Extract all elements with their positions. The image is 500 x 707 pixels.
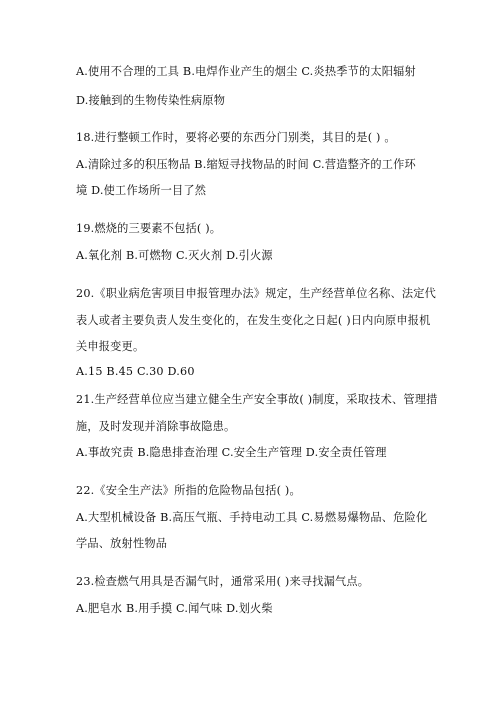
q18-stem: 18.进行整顿工作时，要将必要的东西分门别类，其目的是( ) 。 (76, 131, 396, 144)
q20-stem-line-2: 表人或者主要负责人发生变化的，在发生变化之日起( )日内向原申报机 (76, 314, 431, 327)
q18-options-line-1: A.清除过多的积压物品 B.缩短寻找物品的时间 C.营造整齐的工作环 (76, 158, 416, 171)
q21-options: A.事故究责 B.隐患排查治理 C.安全生产管理 D.安全责任管理 (76, 446, 387, 459)
q20-stem-line-3: 关申报变更。 (76, 340, 145, 353)
q17-options-line-2: D.接触到的生物传染性病原物 (76, 94, 226, 107)
q19-options: A.氧化剂 B.可燃物 C.灭火剂 D.引火源 (76, 249, 273, 262)
q23-stem: 23.检查燃气用具是否漏气时，通常采用( )来寻找漏气点。 (76, 575, 370, 588)
q19-stem: 19.燃烧的三要素不包括( )。 (76, 222, 222, 235)
q22-stem: 22.《安全生产法》所指的危险物品包括( )。 (76, 484, 301, 497)
q18-options-line-2: 境 D.使工作场所一目了然 (76, 184, 207, 197)
q17-options-line-1: A.使用不合理的工具 B.电焊作业产生的烟尘 C.炎热季节的太阳辐射 (76, 65, 416, 78)
q21-stem-line-2: 施，及时发现并消除事故隐患。 (76, 420, 236, 433)
q22-options-line-1: A.大型机械设备 B.高压气瓶、手持电动工具 C.易燃易爆物品、危险化 (76, 511, 428, 524)
q20-options: A.15 B.45 C.30 D.60 (76, 365, 195, 378)
q22-options-line-2: 学品、放射性物品 (76, 537, 168, 550)
q23-options: A.肥皂水 B.用手摸 C.闻气味 D.划火柴 (76, 602, 273, 615)
q21-stem-line-1: 21.生产经营单位应当建立健全生产安全事故( )制度，采取技术、管理措 (76, 393, 438, 406)
q20-stem-line-1: 20.《职业病危害项目申报管理办法》规定，生产经营单位名称、法定代 (76, 287, 437, 300)
